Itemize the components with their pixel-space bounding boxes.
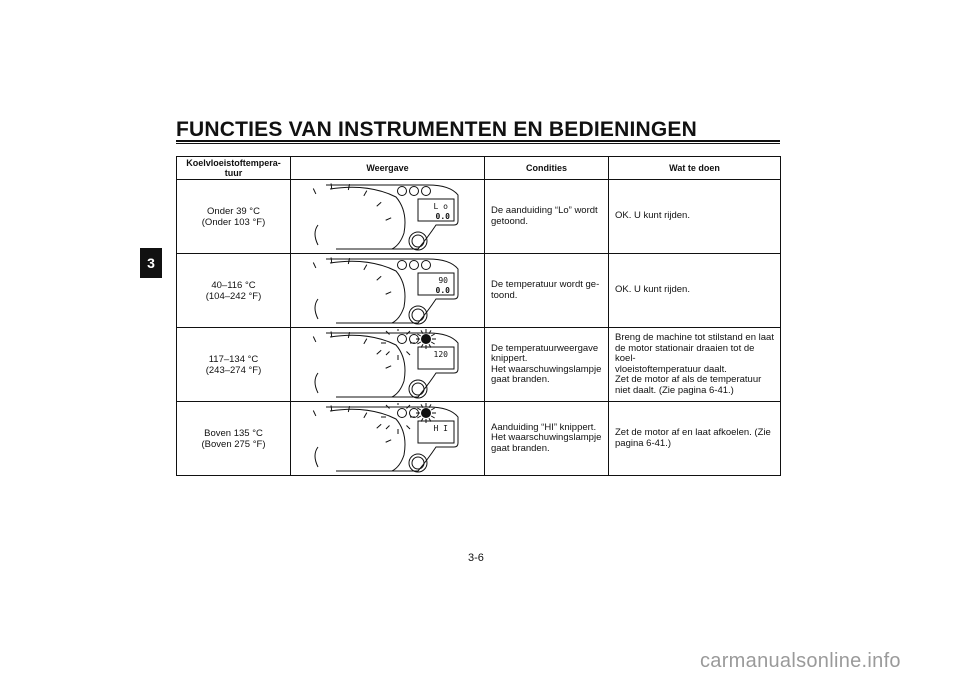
coolant-temperature-table bbox=[176, 156, 781, 476]
tick-mark bbox=[331, 405, 332, 411]
action-cell: OK. U kunt rijden. bbox=[609, 254, 781, 328]
watermark: carmanualsonline.info bbox=[700, 650, 901, 672]
tick-mark bbox=[331, 331, 332, 337]
page-title: FUNCTIES VAN INSTRUMENTEN EN BEDIENINGEN bbox=[176, 118, 697, 141]
tick-mark bbox=[376, 202, 380, 206]
tachometer-arc bbox=[330, 335, 405, 397]
flash-ray bbox=[417, 334, 420, 336]
temperature-cell bbox=[177, 254, 291, 328]
title-rule bbox=[176, 140, 780, 144]
lcd-temperature-readout: 120 bbox=[433, 349, 448, 359]
temperature-celsius: 117–134 °C bbox=[208, 353, 259, 365]
flash-ray bbox=[431, 408, 434, 410]
needle-arc bbox=[315, 225, 318, 245]
tick-mark bbox=[376, 350, 380, 354]
tachometer-arc bbox=[330, 409, 405, 471]
coolant-warning-light bbox=[421, 334, 430, 343]
tachometer-arc bbox=[330, 261, 405, 323]
flash-ray bbox=[385, 351, 389, 355]
flash-ray bbox=[431, 416, 434, 418]
indicator-light bbox=[409, 260, 418, 269]
temperature-fahrenheit: (Onder 103 °F) bbox=[201, 216, 266, 228]
header-display: Weergave bbox=[291, 157, 485, 180]
instrument-display-illustration bbox=[308, 255, 468, 327]
tick-mark bbox=[313, 410, 316, 415]
indicator-light bbox=[397, 408, 406, 417]
tachometer-outline bbox=[308, 329, 458, 398]
flash-ray bbox=[406, 425, 410, 429]
tick-mark bbox=[363, 264, 366, 269]
lcd-odometer-readout: 0.0 bbox=[435, 211, 450, 221]
instrument-display-illustration bbox=[308, 403, 468, 475]
tick-mark bbox=[363, 190, 366, 195]
action-cell: Breng de machine tot stilstand en laat de motor stationair draaien tot de koel- vloeistoftemperatuur daalt. Zet de motor af als de temperatuur niet daalt. (Zie pagina 6-41.) bbox=[609, 328, 781, 402]
flash-ray bbox=[417, 416, 420, 418]
needle-arc bbox=[315, 373, 318, 393]
tick-mark bbox=[376, 424, 380, 428]
temperature-cell bbox=[177, 402, 291, 476]
flash-ray bbox=[431, 334, 434, 336]
tick-mark bbox=[363, 412, 366, 417]
lower-round-button-inner bbox=[412, 235, 424, 247]
tick-mark bbox=[385, 365, 391, 367]
tachometer-arc bbox=[330, 187, 405, 249]
tick-mark bbox=[376, 276, 380, 280]
tachometer-outline bbox=[308, 403, 458, 472]
tick-mark bbox=[385, 439, 391, 441]
tick-mark bbox=[385, 217, 391, 219]
needle-arc bbox=[315, 447, 318, 467]
tick-mark bbox=[385, 291, 391, 293]
temperature-fahrenheit: (243–274 °F) bbox=[205, 364, 262, 376]
indicator-light bbox=[409, 186, 418, 195]
flash-ray bbox=[417, 342, 420, 344]
lower-round-button-inner bbox=[412, 383, 424, 395]
temperature-fahrenheit: (Boven 275 °F) bbox=[201, 438, 266, 450]
conditions-cell: De temperatuur wordt ge- toond. bbox=[485, 254, 609, 328]
temperature-cell bbox=[177, 328, 291, 402]
header-action: Wat te doen bbox=[609, 157, 781, 180]
lower-round-button-inner bbox=[412, 309, 424, 321]
temperature-celsius: Onder 39 °C bbox=[207, 205, 260, 217]
conditions-cell: De aanduiding “Lo” wordt getoond. bbox=[485, 180, 609, 254]
conditions-cell: De temperatuurweergave knippert. Het waarschuwingslampje gaat branden. bbox=[485, 328, 609, 402]
tick-mark bbox=[331, 183, 332, 189]
header-temperature: Koelvloeistoftempera- tuur bbox=[177, 157, 291, 180]
tick-mark bbox=[313, 336, 316, 341]
coolant-warning-light bbox=[421, 408, 430, 417]
display-illustration-cell bbox=[291, 402, 485, 476]
flash-ray bbox=[417, 408, 420, 410]
table-row bbox=[177, 180, 781, 254]
coolant-warning-light bbox=[421, 186, 430, 195]
display-illustration-cell bbox=[291, 328, 485, 402]
display-illustration-cell bbox=[291, 254, 485, 328]
tick-mark bbox=[313, 188, 316, 193]
lcd-temperature-readout: H I bbox=[433, 423, 448, 433]
lcd-odometer-readout: 0.0 bbox=[435, 285, 450, 295]
coolant-warning-light bbox=[421, 260, 430, 269]
conditions-cell: Aanduiding “HI” knippert. Het waarschuwingslampje gaat branden. bbox=[485, 402, 609, 476]
temperature-cell bbox=[177, 180, 291, 254]
table-row bbox=[177, 328, 781, 402]
lcd-temperature-readout: L o bbox=[433, 201, 448, 211]
action-cell: Zet de motor af en laat afkoelen. (Zie pagina 6-41.) bbox=[609, 402, 781, 476]
indicator-light bbox=[397, 260, 406, 269]
instrument-display-illustration bbox=[308, 329, 468, 401]
tick-mark bbox=[313, 262, 316, 267]
table-header-row bbox=[177, 157, 781, 180]
indicator-light bbox=[397, 334, 406, 343]
temperature-fahrenheit: (104–242 °F) bbox=[205, 290, 262, 302]
action-cell: OK. U kunt rijden. bbox=[609, 180, 781, 254]
table-row bbox=[177, 402, 781, 476]
temperature-celsius: 40–116 °C bbox=[211, 279, 256, 291]
instrument-display-illustration bbox=[308, 181, 468, 253]
needle-arc bbox=[315, 299, 318, 319]
flash-ray bbox=[431, 342, 434, 344]
lower-round-button-inner bbox=[412, 457, 424, 469]
lcd-temperature-readout: 90 bbox=[437, 275, 448, 285]
flash-ray bbox=[385, 425, 389, 429]
indicator-light bbox=[397, 186, 406, 195]
header-conditions: Condities bbox=[485, 157, 609, 180]
table-row bbox=[177, 254, 781, 328]
tick-mark bbox=[363, 338, 366, 343]
temperature-celsius: Boven 135 °C bbox=[204, 427, 263, 439]
chapter-tab: 3 bbox=[140, 248, 162, 278]
tick-mark bbox=[331, 257, 332, 263]
display-illustration-cell bbox=[291, 180, 485, 254]
flash-ray bbox=[406, 351, 410, 355]
page-number: 3-6 bbox=[468, 552, 484, 564]
